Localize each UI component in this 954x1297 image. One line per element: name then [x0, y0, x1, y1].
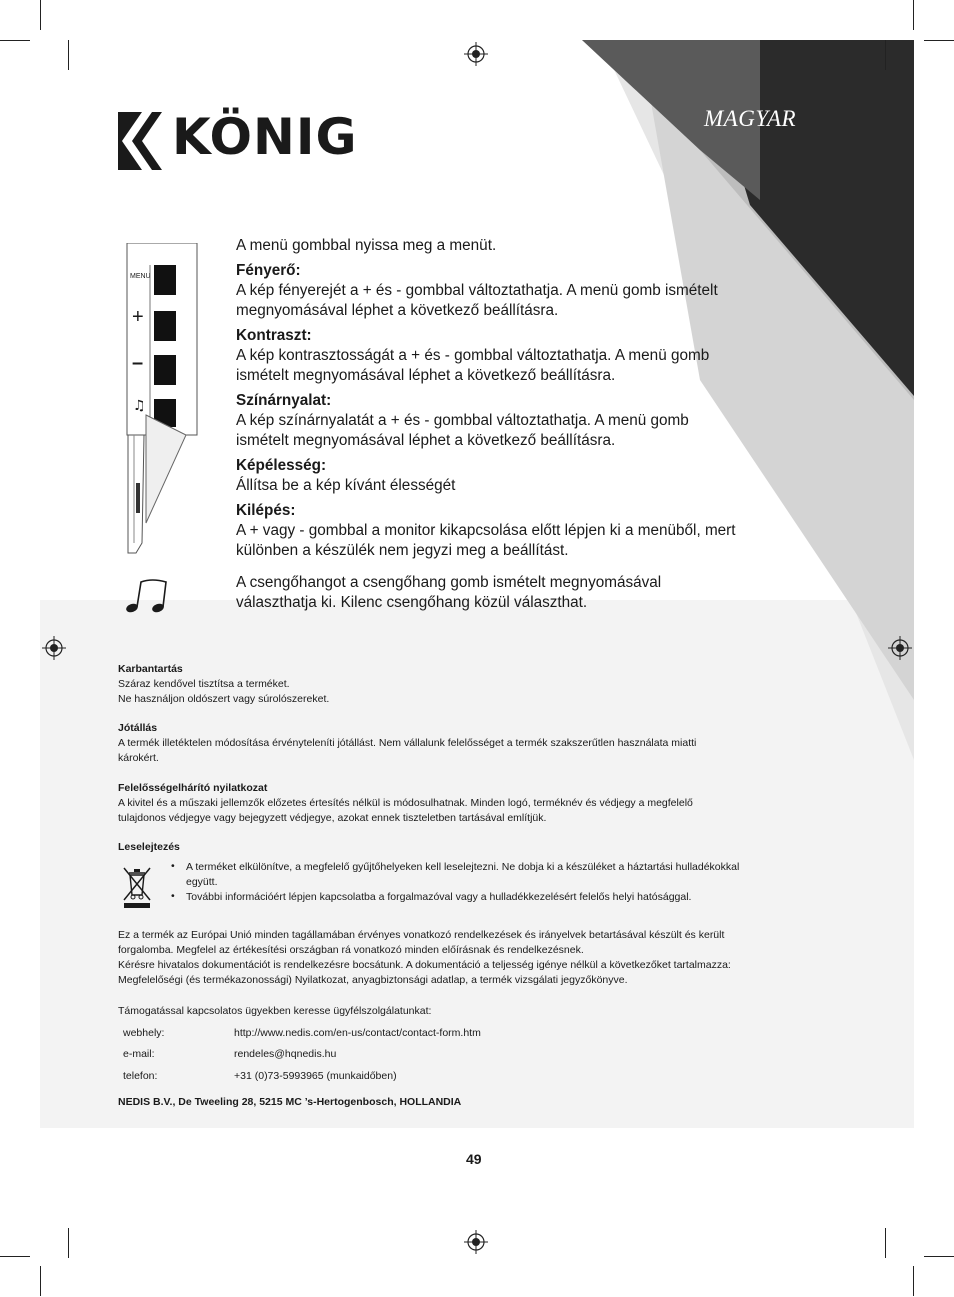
brightness-section — [236, 261, 776, 321]
disposal-text: együtt. — [186, 876, 218, 888]
hue-section — [236, 391, 776, 451]
disposal-bullet-1 — [186, 860, 826, 890]
crop-mark — [885, 1228, 886, 1258]
brightness-text: megnyomásával léphet a következő beállításra. — [236, 302, 559, 319]
ringtone-section — [236, 573, 776, 613]
crop-mark — [924, 1256, 954, 1257]
disposal-bullet-2 — [186, 890, 826, 905]
bullet: • — [171, 890, 175, 902]
exit-text: A + vagy - gombbal a monitor kikapcsolása előtt lépjen ki a menüből, mert — [236, 522, 736, 539]
support-intro: Támogatással kapcsolatos ügyekben keresse ügyfélszolgálatunkat: — [118, 1005, 432, 1017]
music-note-label: ♫ — [133, 398, 146, 414]
compliance-text: forgalomba. Megfelel az értékesítési országban rá vonatkozó minden előírásnak és rendelkezésnek. — [118, 944, 584, 956]
konig-logo: KÖNIG — [172, 108, 358, 166]
exit-text: különben a készülék nem jegyzi meg a beállítást. — [236, 542, 569, 559]
hue-text: ismételt megnyomásával léphet a következő beállításra. — [236, 432, 616, 449]
warranty-text: A termék illetéktelen módosítása érvényteleníti jótállást. Nem vállalunk felelősséget a termék szakszerűtlen használata miatti — [118, 737, 697, 749]
warranty-title: Jótállás — [118, 722, 158, 734]
brightness-title: Fényerő: — [236, 262, 301, 279]
warranty-text: károkért. — [118, 752, 159, 764]
disclaimer-text: A kivitel és a műszaki jellemzők előzetes értesítés nélkül is módosulhatnak. Minden logó, terméknév és védjegy a megfelelő — [118, 797, 693, 809]
support-label-web: webhely: — [123, 1027, 165, 1039]
crop-mark — [40, 0, 41, 30]
registration-mark-icon — [464, 1230, 488, 1254]
page-number: 49 — [466, 1151, 482, 1167]
support-phone: +31 (0)73-5993965 (munkaidőben) — [234, 1070, 397, 1082]
maintenance-section — [118, 662, 818, 707]
hue-text: A kép színárnyalatát a + és - gombbal változtathatja. A menü gomb — [236, 412, 689, 429]
support-link-email[interactable]: rendeles@hqnedis.hu — [234, 1048, 337, 1060]
plus-label: + — [132, 306, 144, 328]
compliance-section — [118, 928, 818, 988]
disposal-title-wrap — [118, 840, 818, 855]
contrast-section — [236, 326, 776, 386]
warranty-section — [118, 721, 818, 766]
crop-mark — [924, 40, 954, 41]
crop-mark — [0, 40, 30, 41]
registration-mark-icon — [42, 636, 66, 660]
sharpness-text: Állítsa be a kép kívánt élességét — [236, 477, 456, 494]
registration-mark-icon — [888, 636, 912, 660]
compliance-text: Ez a termék az Európai Unió minden tagállamában érvényes vonatkozó rendelkezések és irányelvek betartásával készült és került — [118, 929, 725, 941]
support-label-phone: telefon: — [123, 1070, 158, 1082]
contrast-text: ismételt megnyomásával léphet a következő beállításra. — [236, 367, 616, 384]
disposal-text: További információért lépjen kapcsolatba a forgalmazóval vagy a hulladékkezelésért felelős helyi hatósággal. — [186, 891, 692, 903]
ringtone-text: A csengőhangot a csengőhang gomb ismételt megnyomásával — [236, 574, 662, 591]
crop-mark — [0, 1256, 30, 1257]
music-note-icon — [124, 578, 170, 614]
brightness-text: A kép fényerejét a + és - gombbal változtathatja. A menü gomb ismételt — [236, 282, 718, 299]
company-address: NEDIS B.V., De Tweeling 28, 5215 MC ’s-Hertogenbosch, HOLLANDIA — [118, 1096, 462, 1108]
menu-intro: A menü gombbal nyissa meg a menüt. — [236, 237, 497, 254]
compliance-text: Megfelelőségi (és termékazonossági) Nyilatkozat, anyagbiztonsági adatlap, a termék vizsgálati jegyzőkönyve. — [118, 974, 628, 986]
crop-mark — [40, 1266, 41, 1296]
crop-mark — [68, 40, 69, 70]
maintenance-text: Ne használjon oldószert vagy súrolószereket. — [118, 693, 330, 705]
disclaimer-text: tulajdonos védjegye vagy bejegyzett védjegye, azokat ennek tiszteletben tartásával említjük. — [118, 812, 547, 824]
hue-title: Színárnyalat: — [236, 392, 332, 409]
crop-mark — [913, 1266, 914, 1296]
language-label: MAGYAR — [704, 106, 797, 131]
disclaimer-title: Felelősségelhárító nyilatkozat — [118, 782, 268, 794]
konig-logo-mark — [118, 112, 162, 170]
compliance-text: Kérésre hivatalos dokumentációt is rendelkezésre bocsátunk. A dokumentáció a teljesség igénye nélkül a következőket tartalmazza: — [118, 959, 731, 971]
maintenance-title: Karbantartás — [118, 663, 183, 675]
registration-mark-icon — [464, 42, 488, 66]
contrast-text: A kép kontrasztosságát a + és - gombbal változtathatja. A menü gomb — [236, 347, 710, 364]
minus-label: – — [132, 352, 144, 374]
menu-instructions — [236, 236, 776, 256]
ringtone-text: választhatja ki. Kilenc csengőhang közül választhat. — [236, 594, 588, 611]
crop-mark — [885, 40, 886, 70]
crop-mark — [913, 0, 914, 30]
maintenance-text: Száraz kendővel tisztítsa a terméket. — [118, 678, 290, 690]
weee-bin-icon — [121, 864, 153, 910]
disclaimer-section — [118, 781, 818, 826]
bullet: • — [171, 860, 175, 872]
support-label-email: e-mail: — [123, 1048, 155, 1060]
support-link-web[interactable]: http://www.nedis.com/en-us/contact/contact-form.htm — [234, 1027, 481, 1039]
exit-title: Kilépés: — [236, 502, 296, 519]
exit-section — [236, 501, 776, 561]
disposal-text: A terméket elkülönítve, a megfelelő gyűjtőhelyeken kell leselejtezni. Ne dobja ki a készüléket a háztartási hulladékokkal — [186, 861, 740, 873]
contrast-title: Kontraszt: — [236, 327, 312, 344]
sharpness-section — [236, 456, 776, 496]
sharpness-title: Képélesség: — [236, 457, 327, 474]
menu-label: MENU — [130, 273, 151, 280]
crop-mark — [68, 1228, 69, 1258]
disposal-title: Leselejtezés — [118, 841, 180, 853]
